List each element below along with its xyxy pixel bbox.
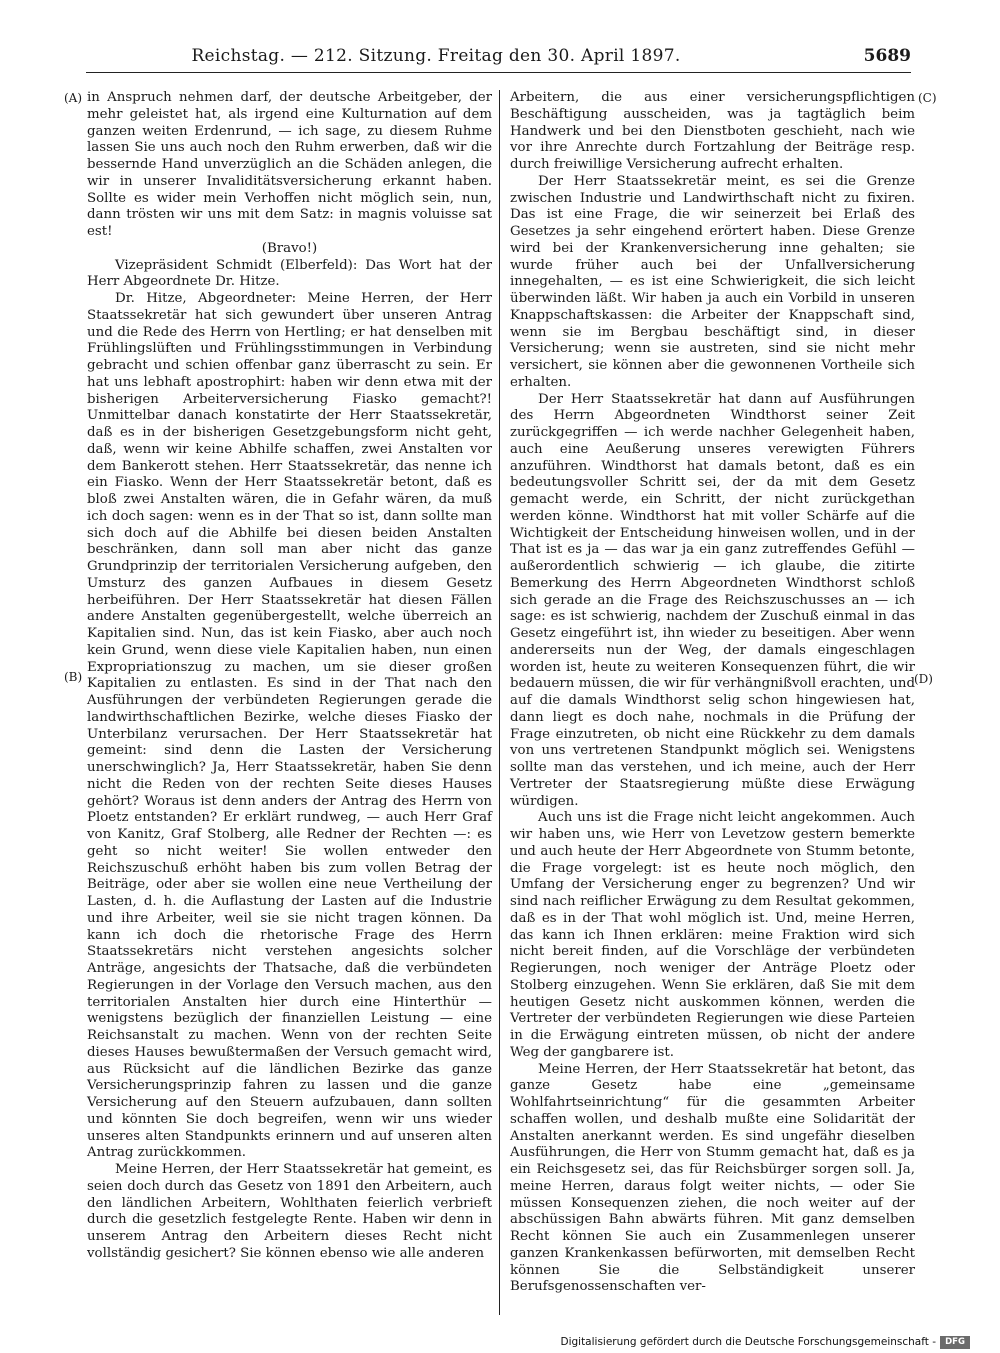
page-header [86, 46, 911, 72]
right-column [510, 90, 915, 1295]
margin-marker-b: (B) [64, 670, 83, 684]
margin-marker-a: (A) [64, 91, 83, 105]
paragraph: Meine Herren, der Herr Staatssekretär hat gemeint, es seien doch durch das Gesetz von 1891 den Arbeitern, auch den ländlichen Arbeitern, Wohlthaten feierlich verbrieft durch die gesetzlich festgelegte Rente. Haben wir denn in unserem Antrag den Arbeitern dieses Recht nicht vollständig gesichert? Sie können ebenso wie alle anderen [87, 1162, 492, 1261]
dfg-logo: DFG [940, 1336, 970, 1349]
page-number: 5689 [863, 46, 911, 66]
paragraph: Dr. Hitze, Abgeordneter: Meine Herren, der Herr Staatssekretär hat sich gewundert über unseren Antrag und die Rede des Herrn von Hertling; er hat denselben mit Frühlingslüften und Frühlingsstimmungen in Verbindung gebracht und schien offenbar ganz überrascht zu sein. Er hat uns lebhaft apostrophirt: haben wir denn etwa mit der bisherigen Arbeiterversicherung Fiasko gemacht?! Unmittelbar danach konstatirte der Herr Staatssekretär, daß es in der bisherigen Gesetzgebungsform nicht geht, daß, wenn wir keine Abhilfe schaffen, zwei Anstalten vor dem Bankerott stehen. Herr Staatssekretär, das nenne ich ein Fiasko. Wenn der Herr Staatssekretär betont, daß es bloß zwei Anstalten wären, die in Gefahr wären, da muß ich doch sagen: wenn es in der That so ist, dann sollte man sich doch auf die Abhilfe bei diesen beiden Anstalten beschränken, dann soll man aber nicht das ganze Grundprinzip der territorialen Versicherung aufgeben, den Umsturz des ganzen Aufbaues in diesem Gesetz herbeiführen. Der Herr Staatssekretär hat diesen Fällen andere Anstalten gegenübergestellt, welche überreich an Kapitalien sind. Nun, das ist kein Fiasko, aber auch noch kein Grund, wenn diese viele Kapitalien haben, nun einen Expropriationszug zu machen, um sie dieser großen Kapitalien zu entlasten. Es sind in der That nach den Ausführungen der verbündeten Regierungen gerade die landwirthschaftlichen Bezirke, welche dieses Fiasko der Unterbilanz verursachen. Der Herr Staatssekretär hat gemeint: sind denn die Lasten der Versicherung unerschwinglich? Ja, Herr Staatssekretär, haben Sie denn nicht die Reden von der rechten Seite dieses Hauses gehört? Woraus ist denn anders der Antrag des Herrn von Ploetz entstanden? Er erklärt rundweg, — auch Herr Graf von Kanitz, Graf Stolberg, alle Redner der Rechten —: es geht so nicht weiter! Sie wollen entweder den Reichszuschuß erhöht haben bis zum vollen Betrag der Beiträge, oder aber sie wollen eine neue Vertheilung der Lasten, d. h. die Auflastung der Lasten auf die Industrie und ihre Arbeiter, weil sie sie nicht tragen können. Da kann ich doch die rhetorische Frage des Herrn Staatssekretärs nicht verstehen angesichts solcher Anträge, angesichts der Thatsache, daß die verbündeten Regierungen in der Vorlage den Versuch machen, aus den territorialen Anstalten hier durch eine Hinterthür — wenigstens bezüglich der finanziellen Leistung — eine Reichsanstalt zu machen. Wenn von der rechten Seite dieses Hauses bewußtermaßen der Versuch gemacht wird, aus Rücksicht auf die ländlichen Bezirke das ganze Versicherungsprinzip fahren zu lassen und die ganze Versicherung auf den Steuern aufzubauen, dann sollten und könnten Sie doch begreifen, wenn wir uns wieder unseres alten Standpunkts erinnern und auf unseren alten Antrag zurückkommen. [87, 291, 492, 1161]
digitization-credit [560, 1334, 970, 1350]
paragraph: Der Herr Staatssekretär hat dann auf Ausführungen des Herrn Abgeordneten Windthorst seiner Zeit zurückgegriffen — ich werde nachher Gelegenheit haben, auch eine Aeußerung unseres verewigten Führers anzuführen. Windthorst hat damals betont, daß es ein bedeutungsvoller Schritt sei, der da mit dem Gesetz gemacht werde, ein Schritt, der nicht zurückgethan werden könne. Windthorst hat mit voller Schärfe auf die Wichtigkeit der Entscheidung hinweisen wollen, und in der That ist es ja — das war ja ein ganz zutreffendes Gefühl — außerordentlich schwierig — ich glaube, die zitirte Bemerkung des Herrn Abgeordneten Windthorst schloß sich gerade an die Frage des Reichszuschusses an — ich sage: es ist schwierig, nachdem der Zuschuß einmal in das Gesetz eingeführt ist, ihn wieder zu beseitigen. Aber wenn andererseits nun der Weg, der damals eingeschlagen worden ist, heute zu weiteren Konsequenzen führt, die wir bedauern müssen, die wir für verhängnißvoll erachten, und auf die damals Windthorst selig schon hingewiesen hat, dann liegt es doch nahe, nochmals in die Prüfung der Frage einzutreten, ob nicht eine Rückkehr zu dem damals von uns vertretenen Standpunkt möglich sei. Wenigstens sollte man das verstehen, und ich meine, auch der Herr Vertreter der Staatsregierung müßte diese Erwägung würdigen. [510, 391, 915, 809]
paragraph: Der Herr Staatssekretär meint, es sei die Grenze zwischen Industrie und Landwirthschaft nicht zu fixiren. Das ist eine Frage, die wir seinerzeit bei Erlaß des Gesetzes ja sehr eingehend erörtert haben. Diese Grenze wird bei der Krankenversicherung inne gehalten; sie wurde früher auch bei der Unfallversicherung innegehalten, — es ist eine Schwierigkeit, die sich leicht überwinden läßt. Wir haben ja auch ein Vorbild in unseren Knappschaftskassen: die Arbeiter der Knappschaft sind, wenn sie im Bergbau beschäftigt sind, in dieser Versicherung; wenn sie austreten, sind sie nicht mehr versichert, sie können aber die gewonnenen Vortheile sich erhalten. [510, 173, 915, 390]
paragraph: Vizepräsident Schmidt (Elberfeld): Das Wort hat der Herr Abgeordnete Dr. Hitze. [87, 257, 492, 290]
paragraph: Meine Herren, der Herr Staatssekretär hat betont, das ganze Gesetz habe eine „gemeinsame Wohlfahrtseinrichtung“ für die gesammten Arbeiter schaffen wollen, und deshalb mußte eine Solidarität der Anstalten anerkannt werden. Es sind ungefähr dieselben Ausführungen, die Herr von Stumm gemacht hat, daß es ja ein Reichsgesetz sei, das für Reichsbürger sorgen soll. Ja, meine Herren, daraus folgt weiter nichts, — oder Sie müssen Konsequenzen ziehen, die noch weiter auf der abschüssigen Bahn abwärts führen. Mit ganz demselben Recht können Sie auch ein Zusammenlegen unserer ganzen Krankenkassen befürworten, mit demselben Recht können Sie die Selbständigkeit unserer Berufsgenossenschaften ver- [510, 1061, 915, 1295]
header-rule [86, 72, 911, 73]
paragraph: Auch uns ist die Frage nicht leicht angekommen. Auch wir haben uns, wie Herr von Levetzow gestern bemerkte und auch heute der Herr Abgeordnete von Stumm betonte, die Frage vorgelegt: ist es heute noch möglich, den Umfang der Versicherung enger zu begrenzen? Und wir sind nach reiflicher Erwägung zu dem Resultat gekommen, daß es in der That wohl möglich ist. Und, meine Herren, das kann ich Ihnen erklären: meine Fraktion wird sich nicht bereit finden, auf die Vorschläge der verbündeten Regierungen, noch weniger der Anträge Ploetz oder Stolberg einzugehen. Wenn Sie erklären, daß Sie mit dem heutigen Gesetz nicht auskommen können, werden die Vertreter der verbündeten Regierungen wie diese Parteien in die Erwägung eintreten müssen, ob nicht der andere Weg der gangbarere ist. [510, 810, 915, 1060]
paragraph: in Anspruch nehmen darf, der deutsche Arbeitgeber, der mehr geleistet hat, als irgend eine Kulturnation auf dem ganzen weiten Erdenrund, — ich sage, zu diesem Ruhme lassen Sie uns auch noch den Ruhm erwerben, daß wir die bessernde Hand unverzüglich an die Schäden anlegen, die wir in unserer Invaliditätsversicherung erkannt haben. Sollte es wider mein Verhoffen nicht möglich sein, nun, dann trösten wir uns mit dem Satz: in magnis voluisse sat est! [87, 90, 492, 239]
column-divider [499, 90, 500, 1315]
left-column [87, 90, 492, 1265]
interjection: (Bravo!) [261, 240, 318, 256]
credit-text: Digitalisierung gefördert durch die Deutsche Forschungsgemeinschaft - [560, 1336, 936, 1348]
margin-marker-c: (C) [918, 91, 937, 105]
paragraph: Arbeitern, die aus einer versicherungspflichtigen Beschäftigung ausscheiden, was ja tagtäglich beim Handwerk und bei den Dienstboten geschieht, nach wie vor ihre Anrechte durch Fortzahlung der Beiträge resp. durch freiwillige Versicherung aufrecht erhalten. [510, 90, 915, 172]
margin-marker-d: (D) [914, 672, 933, 686]
header-title: Reichstag. — 212. Sitzung. Freitag den 30. April 1897. [191, 46, 681, 66]
